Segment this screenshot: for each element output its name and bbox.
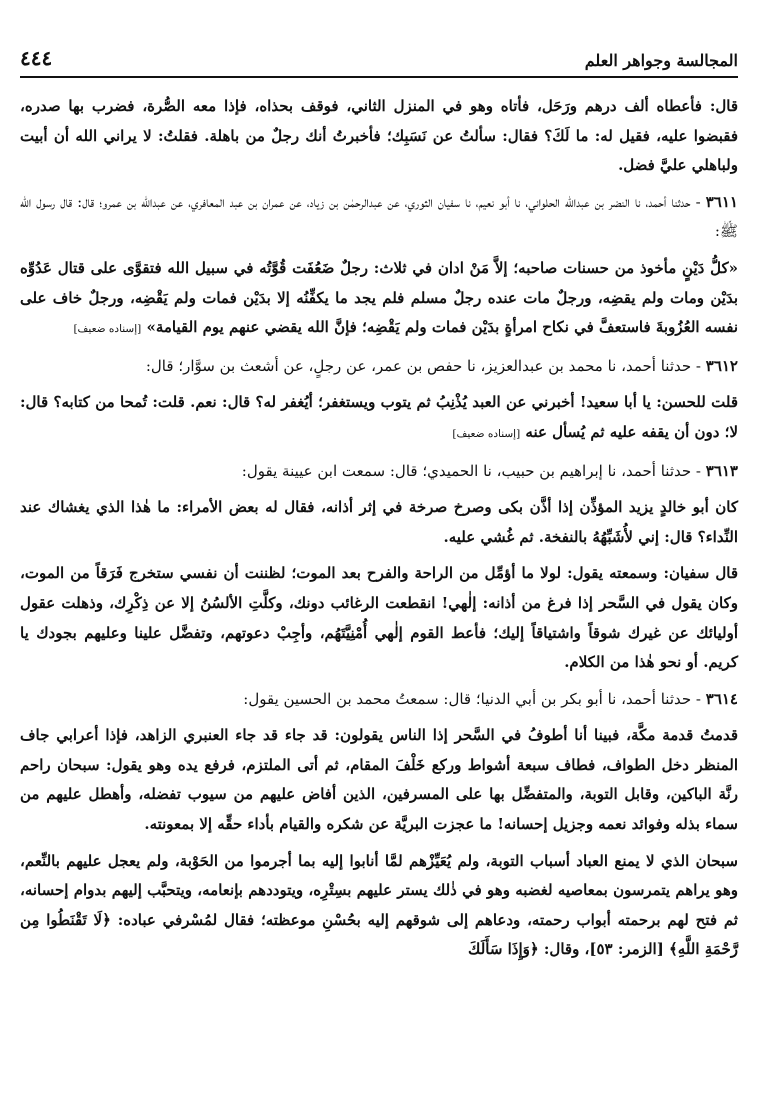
hadith-matn-3613 — [20, 493, 738, 552]
isnad-text: - حدثنا أحمد، نا أبو بكر بن أبي الدنيا؛ قال: سمعتُ محمد بن الحسين يقول: — [243, 689, 701, 708]
isnad-text: - حدثنا أحمد، نا النضر بن عبدالله الحلواني، نا أبو نعيم، نا سفيان الثوري، عن عبدالرحمٰن بن زياد، عن عمران بن عبد المعافري، عن عبدالله بن عمرو؛ قال: قال رسول الله ﷺ: — [20, 192, 738, 241]
isnad-text: - حدثنا أحمد، نا إبراهيم بن حبيب، نا الحميدي؛ قال: سمعت ابن عيينة يقول: — [241, 461, 701, 480]
page-number: ٤٤٤ — [20, 46, 53, 70]
hadith-matn-3614 — [20, 721, 738, 839]
paragraph-text: قال: فأعطاه ألف درهم ورَحَل، فأتاه وهو في المنزل الثاني، فوقف بحذاه، فإذا معه الصُّرة، فضرب بها صدره، فقبضوا عليه، فقيل له: ما لَكَ؟ فقال: سألتُ عن نَسَبِك؛ فأخبرتُ أنك رجلٌ من باهلة. فقلتُ: لا يراني الله أن أبيت ولباهلي عليَّ فضل. — [20, 97, 738, 175]
matn-text: قدمتُ قدمة مكَّة، فبينا أنا أطوفُ في السَّحر إذا الناس يقولون: قد جاء قد جاء العنبري الزاهد، فإذا أعرابي جاف المنظر دخل الطواف، فطاف سبعة أشواط وركع خَلْفَ المقام، ثم أتى الملتزم، فرفع يده وهو يقول: سبحان راحم رنَّة الباكين، وقابل التوبة، والمتفضِّل بها على المسرفين، الذين أفاض عليهم من سيوب تفضله، وأهطل عليهم من سماء بذله وفوائد نعمه وجزيل إحسانه! ما عجزت البريَّة عن شكره والقيام بأداء حقِّه إلا بمعونته. — [20, 726, 738, 834]
page-body — [20, 92, 738, 1103]
paragraph-narration — [20, 92, 738, 181]
hadith-number: ٣٦١١ — [705, 192, 738, 211]
hadith-number: ٣٦١٢ — [705, 356, 738, 375]
paragraph-text: سبحان الذي لا يمنع العباد أسباب التوبة، ولم يُعَيِّزْهم لمَّا أنابوا إليه بما أجرموا من الحَوْبة، ولم يعجل عليهم بالنِّعم، وهو يراهم يتمرسون بمعاصيه لغضبه وهو في ذٰلك يستر عليهم بسِتْرِه، ويتوددهم بإنعامه، ويتحبَّب إليهم بدوام إحسانه، ثم فتح لهم برحمته أبواب رحمته، ودعاهم إلى شوقهم إليه بحُسْنِ موعظته؛ فقال لمُسْرفي عباده: ﴿لَا تَقْنَطُوا مِن رَّحْمَةِ اللَّهِ﴾ [الزمر: ٥٣]، وقال: ﴿وَإِذَا سَأَلَكَ — [20, 851, 738, 959]
paragraph-sufyan — [20, 559, 738, 677]
grading-note: [إسناده ضعيف] — [73, 323, 142, 336]
running-title: المجالسة وجواهر العلم — [584, 51, 738, 70]
hadith-matn-3611 — [20, 254, 738, 345]
hadith-matn-3612 — [20, 388, 738, 449]
matn-text: «كلُّ دَيْنٍ مأخوذ من حسنات صاحبه؛ إلاَّ مَنْ ادان في ثلاث: رجلٌ ضَعُفَت قُوَّتُه في سبيل الله فتقوَّى على قتال عَدُوِّه بدَيْن ومات ولم يقضِه، ورجلٌ مات عنده رجلٌ مسلم فلم يجد ما يكفِّنُه إلا بدَيْن فمات ولم يَقْضِه، ورجلٌ خاف على نفسه العُزُوبةَ فاستعفَّ في نكاح امرأةٍ بدَيْن فمات ولم يَقْضِه؛ فإنَّ الله يقضي عنهم يوم القيامة» — [20, 258, 738, 337]
hadith-isnad-3611 — [20, 188, 738, 247]
grading-note: [إسناده ضعيف] — [452, 427, 521, 440]
matn-text: كان أبو خالدٍ يزيد المؤذِّن إذا أذَّن بكى وصرخ صرخة في إثر أذانه، فقال له بعض الأمراء: ما هٰذا الذي يغشاك عند النِّداء؟ قال: إني لأُشَبِّهُهُ بالنفخة. ثم غُشي عليه. — [20, 498, 738, 546]
paragraph-text: قال سفيان: وسمعته يقول: لولا ما أؤمِّل من الراحة والفرح بعد الموت؛ لظننت أن نفسي ستخرج فَرَقاً من الموت، وكان يقول في السَّحر إذا فرغ من أذانه: إلٰهي! انقطعت الرغائب دونك، وكلَّتِ الألسُنُ إلا عن ذِكْرِك، وذهلت عقول أوليائك عن غيرك شوقاً واشتياقاً إليك؛ فأعط القوم إلٰهي أُمْنِيَّتَهُم، وأجِبْ دعوتهم، وتفضَّل علينا وعليهم بجودك يا كريم. أو نحو هٰذا من الكلام. — [20, 564, 738, 672]
paragraph-subhan — [20, 847, 738, 965]
isnad-text: - حدثنا أحمد، نا محمد بن عبدالعزيز، نا حفص بن عمر، عن رجلٍ، عن أشعث بن سوَّار؛ قال: — [145, 356, 701, 375]
matn-text: قلت للحسن: يا أبا سعيد! أخبرني عن العبد يُذْنِبُ ثم يتوب ويستغفر؛ أيُغفر له؟ قال: نعم. قلت: تُمحا من كتابه؟ قال: لا؛ دون أن يقفه عليه ثم يُسأل عنه — [20, 393, 738, 441]
hadith-isnad-3614 — [20, 685, 738, 715]
page-header — [20, 38, 738, 78]
hadith-isnad-3612 — [20, 352, 738, 382]
hadith-number: ٣٦١٣ — [705, 461, 738, 480]
hadith-isnad-3613 — [20, 457, 738, 487]
hadith-number: ٣٦١٤ — [705, 689, 738, 708]
